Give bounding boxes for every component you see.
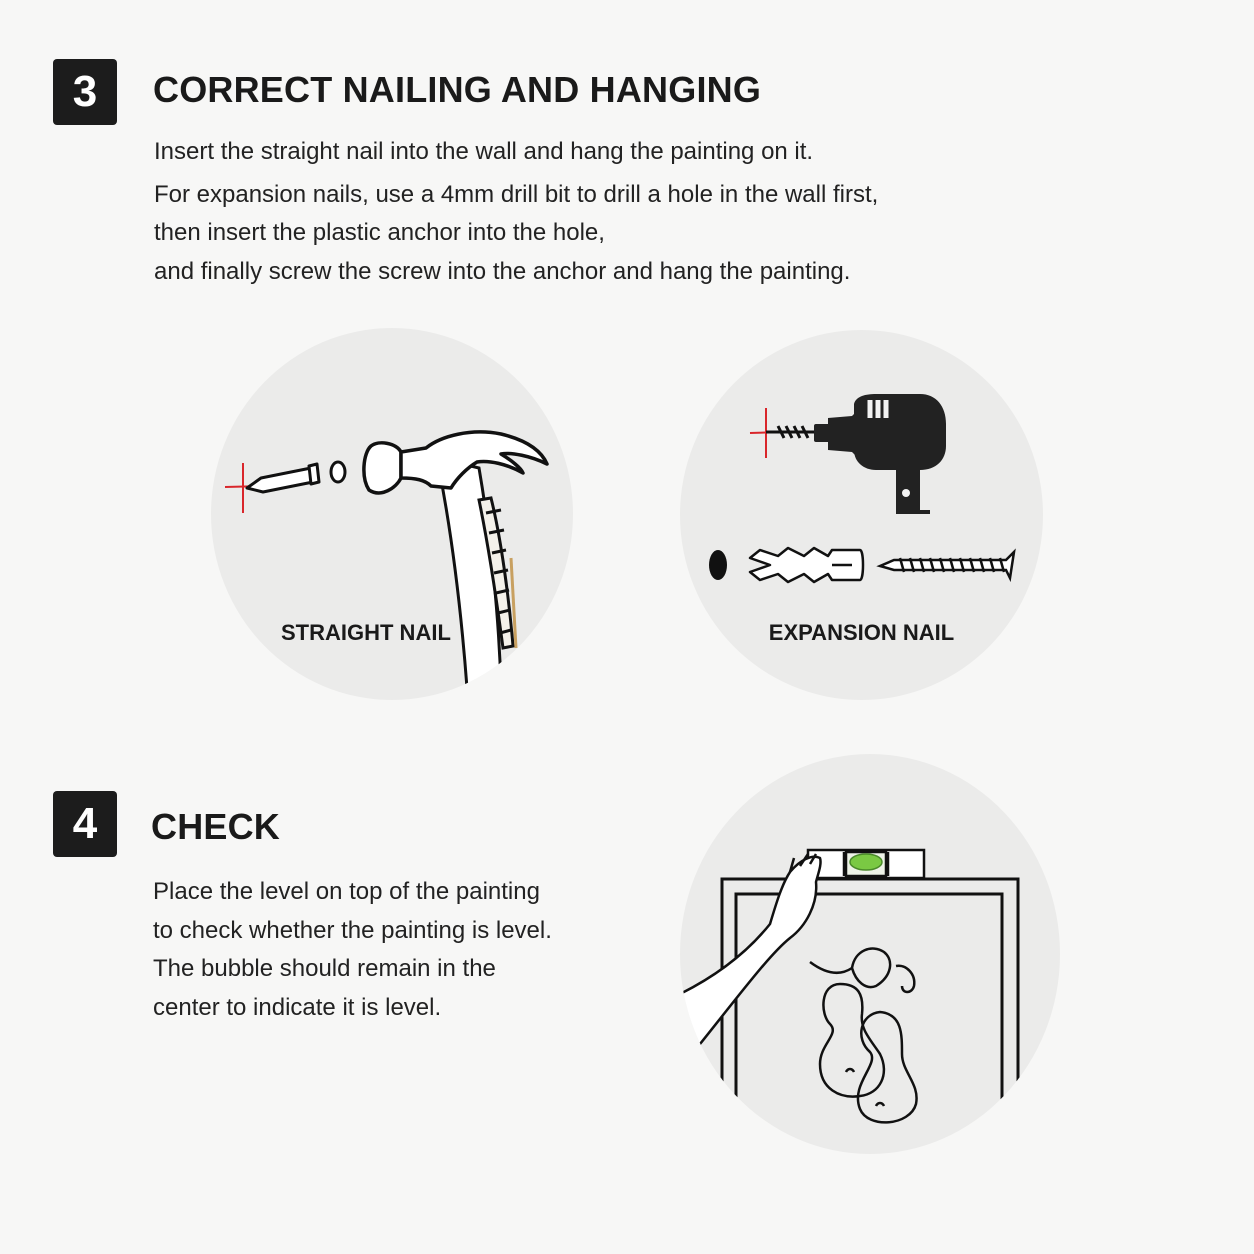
nail-icon	[247, 462, 345, 492]
step-4-line: The bubble should remain in the	[153, 955, 496, 982]
step-4-line: Place the level on top of the painting	[153, 878, 540, 905]
step-3-number: 3	[72, 67, 98, 116]
hammer-handle	[437, 458, 516, 688]
hand-icon	[680, 854, 821, 1054]
step-3-badge	[53, 59, 117, 125]
screw-icon	[880, 552, 1014, 578]
step-4-line: center to indicate it is level.	[153, 993, 442, 1021]
hammer-head	[364, 432, 547, 493]
step-3-line: and finally screw the screw into the anchor and hang the painting.	[154, 257, 851, 285]
step-4-line: to check whether the painting is level.	[153, 916, 552, 944]
level-icon	[808, 850, 924, 878]
step-3-instructions	[154, 133, 878, 291]
step-3-line: Insert the straight nail into the wall and hang the painting on it.	[154, 138, 814, 165]
step-3-title: CORRECT NAILING AND HANGING	[153, 69, 762, 110]
hole-icon	[709, 550, 727, 580]
straight-nail-illustration	[211, 328, 573, 700]
step-3-line: then insert the plastic anchor into the hole,	[154, 219, 605, 246]
expansion-nail-label: EXPANSION NAIL	[768, 620, 955, 645]
painting-icon	[680, 754, 1060, 1154]
pear-drawing	[810, 949, 917, 1123]
expansion-nail-illustration	[680, 330, 1043, 700]
straight-nail-label: STRAIGHT NAIL	[281, 620, 451, 645]
drill-vents	[870, 400, 886, 418]
drill-bit	[766, 426, 814, 438]
anchor-icon	[750, 548, 863, 582]
step-4-title: CHECK	[151, 806, 281, 847]
level-check-illustration	[680, 754, 1060, 1154]
step-3-line: For expansion nails, use a 4mm drill bit to drill a hole in the wall first,	[154, 180, 879, 208]
step-4-number: 4	[72, 799, 98, 848]
step-4-instructions	[153, 873, 552, 1027]
step-4-badge	[53, 791, 117, 857]
